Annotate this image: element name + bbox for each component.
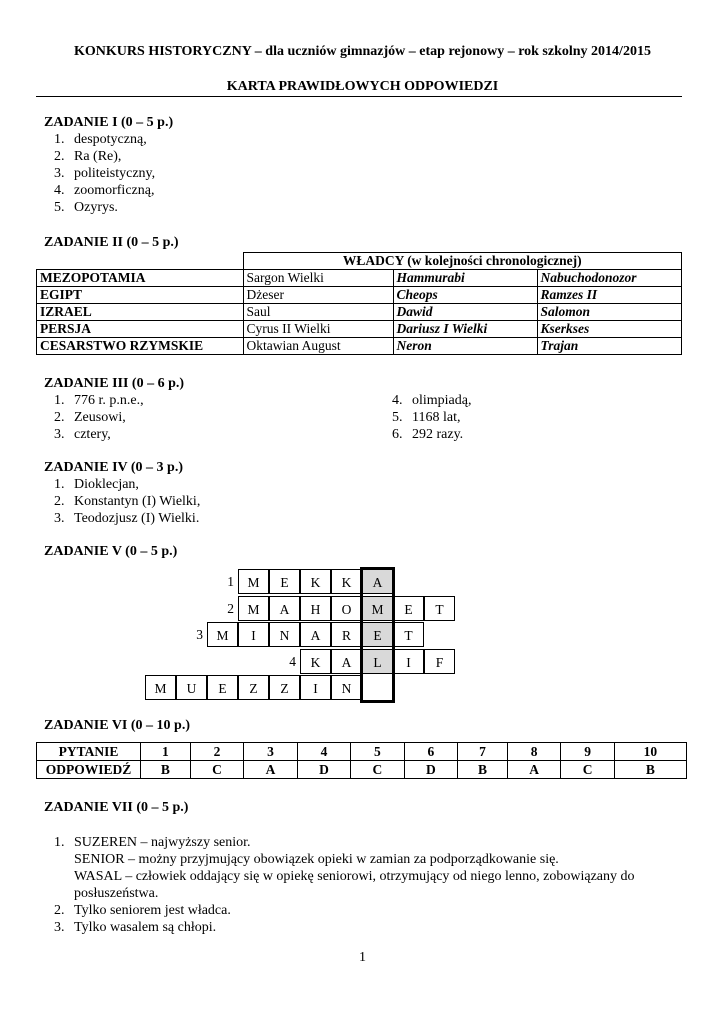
clue-number: 3 — [196, 627, 203, 642]
table-row — [37, 338, 682, 355]
task1-answers — [40, 131, 368, 216]
answer-cell: C — [190, 761, 243, 779]
task4-answers — [40, 476, 388, 527]
page-number: 1 — [359, 950, 366, 965]
region-label: EGIPT — [37, 287, 244, 304]
question-number: 6 — [404, 743, 457, 761]
crossword-key-cell: A — [362, 569, 393, 594]
list-item: 2. Zeusowi, — [68, 409, 368, 426]
clue-number: 2 — [227, 600, 234, 616]
crossword-cell: E — [393, 596, 424, 621]
list-item: 1. 776 r. p.n.e., — [68, 392, 368, 409]
list-item: 2. Tylko seniorem jest władca. — [68, 902, 718, 919]
list-item: 3. cztery, — [68, 426, 368, 443]
crossword-cell: K — [331, 569, 362, 594]
header-divider — [36, 96, 682, 97]
ruler-cell: Hammurabi — [393, 270, 537, 287]
table-row — [37, 304, 682, 321]
crossword-cell: H — [300, 596, 331, 621]
suzerain-definition: 1. SUZEREN – najwyższy senior. — [74, 835, 251, 850]
crossword-cell: E — [207, 675, 238, 700]
list-item: 1. despotyczną, — [68, 131, 368, 148]
task6-title: ZADANIE VI (0 – 10 p.) — [44, 718, 190, 733]
list-item: 2. Ra (Re), — [68, 148, 368, 165]
ruler-cell: Cheops — [393, 287, 537, 304]
task7-title: ZADANIE VII (0 – 5 p.) — [44, 800, 189, 815]
question-number: 5 — [351, 743, 404, 761]
crossword-cell: F — [424, 649, 455, 674]
crossword-cell: N — [269, 622, 300, 647]
answer-cell: D — [297, 761, 350, 779]
list-item: 4. olimpiadą, — [406, 392, 686, 409]
question-number: 9 — [561, 743, 614, 761]
question-number: 1 — [141, 743, 191, 761]
list-item — [68, 834, 718, 902]
ruler-cell: Sargon Wielki — [243, 270, 393, 287]
crossword-cell: Z — [238, 675, 269, 700]
crossword-cell: O — [331, 596, 362, 621]
list-item: 3. politeistyczny, — [68, 165, 368, 182]
region-label: CESARSTWO RZYMSKIE — [37, 338, 244, 355]
crossword-cell: A — [269, 596, 300, 621]
ruler-cell: Oktawian August — [243, 338, 393, 355]
answer-cell: D — [404, 761, 457, 779]
task1-title: ZADANIE I (0 – 5 p.) — [44, 115, 174, 130]
table-row — [37, 761, 687, 779]
crossword-cell: K — [300, 569, 331, 594]
task5-title: ZADANIE V (0 – 5 p.) — [44, 544, 178, 559]
crossword-cell: I — [238, 622, 269, 647]
ruler-cell: Trajan — [537, 338, 682, 355]
crossword-cell: M — [238, 596, 269, 621]
answer-cell: C — [351, 761, 404, 779]
crossword-cell: Z — [269, 675, 300, 700]
senior-definition: SENIOR – możny przyjmujący obowiązek opieki w zamian za podporządkowanie się. — [74, 852, 559, 867]
crossword-cell: I — [300, 675, 331, 700]
list-item: 3. Teodozjusz (I) Wielki. — [68, 510, 388, 527]
crossword-cell: R — [331, 622, 362, 647]
crossword-solution-column — [360, 567, 395, 703]
ruler-cell: Cyrus II Wielki — [243, 321, 393, 338]
crossword-cell: T — [424, 596, 455, 621]
ruler-cell: Kserkses — [537, 321, 682, 338]
crossword-cell: U — [176, 675, 207, 700]
ruler-cell: Nabuchodonozor — [537, 270, 682, 287]
question-number: 7 — [458, 743, 508, 761]
answers-table — [36, 742, 687, 779]
ruler-cell: Dariusz I Wielki — [393, 321, 537, 338]
answer-cell: A — [244, 761, 297, 779]
task7-answers — [40, 834, 718, 936]
crossword-cell: A — [331, 649, 362, 674]
table-row — [37, 321, 682, 338]
question-number: 8 — [507, 743, 560, 761]
ruler-cell: Salomon — [537, 304, 682, 321]
task3-title: ZADANIE III (0 – 6 p.) — [44, 376, 185, 391]
crossword-cell: M — [207, 622, 238, 647]
list-item: 5. 1168 lat, — [406, 409, 686, 426]
region-label: PERSJA — [37, 321, 244, 338]
answer-cell: C — [561, 761, 614, 779]
clue-number: 4 — [289, 653, 296, 669]
crossword-cell: K — [300, 649, 331, 674]
clue-number: 1 — [227, 574, 234, 589]
answer-label: ODPOWIEDŹ — [37, 761, 141, 779]
crossword-cell: A — [300, 622, 331, 647]
task4-title: ZADANIE IV (0 – 3 p.) — [44, 460, 183, 475]
rulers-table — [36, 252, 682, 355]
ruler-cell: Neron — [393, 338, 537, 355]
answer-cell: A — [507, 761, 560, 779]
region-label: IZRAEL — [37, 304, 244, 321]
question-number: 4 — [297, 743, 350, 761]
answer-cell: B — [614, 761, 686, 779]
vassal-definition: WASAL – człowiek oddający się w opiekę seniorowi, otrzymujący od niego lenno, zobowiązany do posłuszeństwa. — [74, 869, 635, 901]
crossword-key-cell: E — [362, 622, 393, 647]
answer-cell: B — [141, 761, 191, 779]
question-number: 3 — [244, 743, 297, 761]
crossword-key-cell: M — [362, 596, 393, 621]
table-row — [37, 743, 687, 761]
question-number: 10 — [614, 743, 686, 761]
list-item: 1. Dioklecjan, — [68, 476, 388, 493]
task3-answers-left — [40, 392, 368, 443]
list-item: 6. 292 razy. — [406, 426, 686, 443]
list-item: 4. zoomorficzną, — [68, 182, 368, 199]
ruler-cell: Dawid — [393, 304, 537, 321]
task2-title: ZADANIE II (0 – 5 p.) — [44, 235, 179, 250]
question-label: PYTANIE — [37, 743, 141, 761]
crossword-key-cell: L — [362, 649, 393, 674]
document-title: KONKURS HISTORYCZNY – dla uczniów gimnazjów – etap rejonowy – rok szkolny 2014/2015 — [74, 44, 651, 59]
list-item: 2. Konstantyn (I) Wielki, — [68, 493, 388, 510]
crossword-cell: T — [393, 622, 424, 647]
crossword-cell: E — [269, 569, 300, 594]
table-row — [37, 270, 682, 287]
document-subtitle: KARTA PRAWIDŁOWYCH ODPOWIEDZI — [226, 79, 499, 94]
task3-answers-right — [378, 392, 686, 443]
ruler-cell: Ramzes II — [537, 287, 682, 304]
rulers-header: WŁADCY (w kolejności chronologicznej) — [243, 253, 682, 270]
table-row — [37, 287, 682, 304]
crossword-cell: I — [393, 649, 424, 674]
crossword — [145, 568, 505, 704]
ruler-cell: Dżeser — [243, 287, 393, 304]
list-item: 5. Ozyrys. — [68, 199, 368, 216]
list-item: 3. Tylko wasalem są chłopi. — [68, 919, 718, 936]
answer-cell: B — [458, 761, 508, 779]
region-label: MEZOPOTAMIA — [37, 270, 244, 287]
crossword-cell: M — [145, 675, 176, 700]
ruler-cell: Saul — [243, 304, 393, 321]
crossword-cell: N — [331, 675, 362, 700]
question-number: 2 — [190, 743, 243, 761]
crossword-cell: M — [238, 569, 269, 594]
